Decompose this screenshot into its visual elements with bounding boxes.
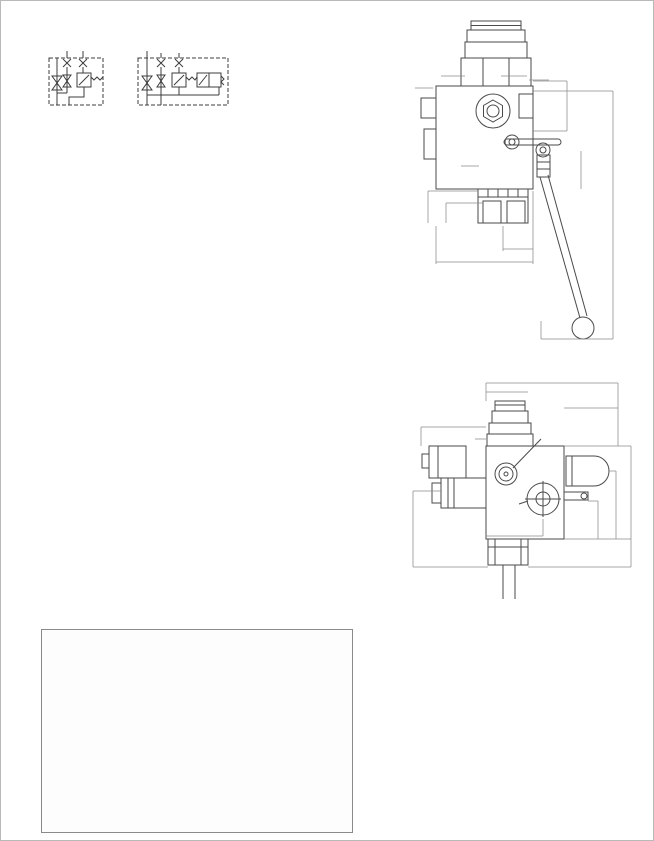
manual-release-valve-drawing: [391, 1, 654, 369]
solenoid-release-valve-drawing: [391, 371, 654, 601]
hydraulic-schematics: [1, 1, 265, 119]
chart-plot: [42, 630, 352, 832]
pressure-loss-chart: [41, 629, 353, 833]
